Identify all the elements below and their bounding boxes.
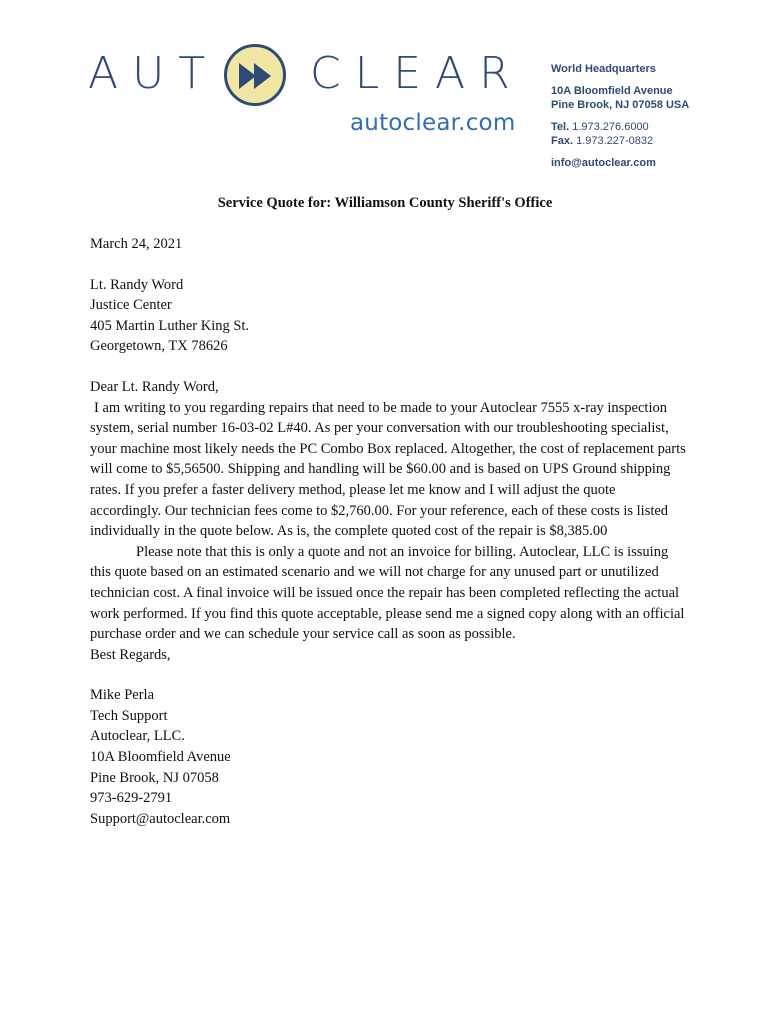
autoclear-logo	[88, 40, 528, 140]
signer-name: Mike Perla	[90, 687, 155, 704]
tel-number: 1.973.276.6000	[572, 121, 649, 133]
signer-title: Tech Support	[90, 707, 168, 724]
closing: Best Regards,	[90, 646, 171, 663]
telephone-line	[551, 120, 761, 134]
company-contact-block	[551, 62, 761, 170]
hq-address-line1: 10A Bloomfield Avenue	[551, 85, 673, 97]
recipient-city: Georgetown, TX 78626	[90, 338, 228, 355]
signer-phone: 973-629-2791	[90, 790, 173, 807]
recipient-org: Justice Center	[90, 297, 172, 314]
letter-body	[90, 234, 690, 829]
logo-text-left: AUT	[88, 48, 220, 99]
fax-label: Fax.	[551, 135, 574, 147]
recipient-address	[90, 275, 690, 357]
hq-address-line2: Pine Brook, NJ 07058 USA	[551, 99, 690, 111]
paragraph-2: Please note that this is only a quote and not an invoice for billing. Autoclear, LLC is issuing this quote based on an estimated scenario and we will not charge for any unused part or unutilized technician cost. A final invoice will be issued once the repair has been completed reflecting the actual work performed. If you find this quote acceptable, please send me a signed copy along with an official purchase order and we can schedule your service call as soon as possible.	[90, 543, 685, 643]
hq-label: World Headquarters	[551, 63, 656, 75]
letterhead	[0, 0, 770, 180]
letter-date: March 24, 2021	[90, 236, 183, 252]
fax-line	[551, 134, 761, 148]
salutation: Dear Lt. Randy Word,	[90, 378, 219, 395]
tel-label: Tel.	[551, 121, 570, 133]
document-title: Service Quote for: Williamson County Sheriff's Office	[217, 195, 553, 211]
fax-number: 1.973.227-0832	[576, 135, 654, 147]
logo-url: autoclear.com	[350, 110, 516, 136]
signer-city: Pine Brook, NJ 07058	[90, 769, 219, 786]
signer-company: Autoclear, LLC.	[90, 728, 185, 745]
paragraph-1: I am writing to you regarding repairs that need to be made to your Autoclear 7555 x-ray inspection system, serial number 16-03-02 L#40. As per your conversation with our troubleshooting specialist, your machine most likely needs the PC Combo Box replaced. Altogether, the cost of replacement parts will come to $5,56500. Shipping and handling will be $60.00 and is based on UPS Ground shipping rates. If you prefer a faster delivery method, please let me know and I will adjust the quote accordingly. Our technician fees come to $2,760.00. For your reference, each of these costs is listed individually in the quote below. As is, the complete quoted cost of the repair is $8,385.00	[90, 399, 686, 540]
logo-text-right: CLEAR	[310, 48, 524, 99]
signer-email[interactable]: Support@autoclear.com	[90, 810, 231, 827]
recipient-name: Lt. Randy Word	[90, 276, 184, 293]
signature-block	[90, 685, 690, 829]
company-email: info@autoclear.com	[551, 157, 656, 169]
fast-forward-icon	[224, 44, 286, 106]
recipient-street: 405 Martin Luther King St.	[90, 317, 250, 334]
signer-street: 10A Bloomfield Avenue	[90, 749, 231, 766]
